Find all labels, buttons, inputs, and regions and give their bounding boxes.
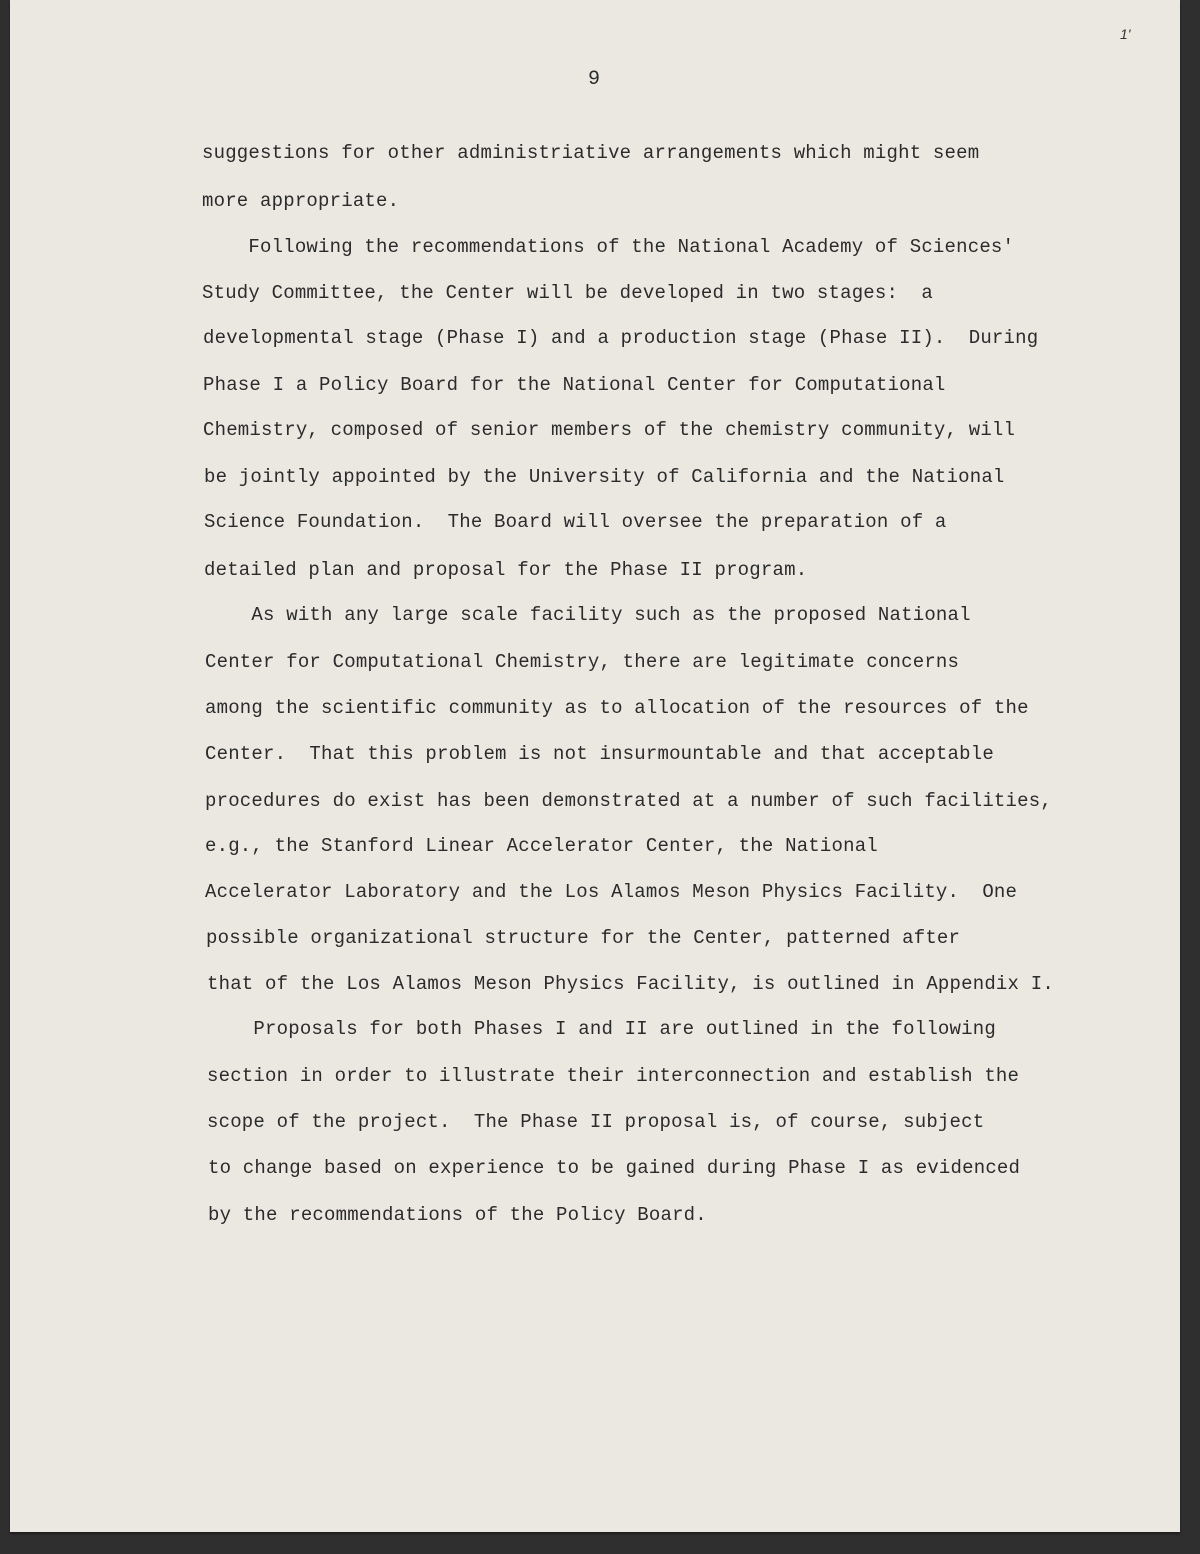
- text-line: Center for Computational Chemistry, there are legitimate concerns: [205, 651, 960, 673]
- text-line: among the scientific community as to allocation of the resources of the: [205, 697, 1029, 719]
- text-line: e.g., the Stanford Linear Accelerator Center, the National: [205, 835, 878, 857]
- text-line: Center. That this problem is not insurmountable and that acceptable: [205, 743, 994, 765]
- page-number: 9: [588, 68, 601, 91]
- text-line: more appropriate.: [202, 190, 400, 212]
- corner-handwritten-mark: 1': [1120, 26, 1131, 42]
- text-line: Accelerator Laboratory and the Los Alamos Meson Physics Facility. One: [205, 881, 1018, 903]
- text-line: by the recommendations of the Policy Board.: [208, 1204, 707, 1226]
- text-line: that of the Los Alamos Meson Physics Facility, is outlined in Appendix I.: [207, 973, 1054, 995]
- text-line: Proposals for both Phases I and II are outlined in the following: [207, 1018, 996, 1040]
- text-line: to change based on experience to be gained during Phase I as evidenced: [208, 1157, 1021, 1179]
- text-line: detailed plan and proposal for the Phase II program.: [204, 559, 808, 581]
- document-page: [10, 0, 1180, 1532]
- text-line: be jointly appointed by the University of California and the National: [204, 466, 1005, 488]
- text-line: Phase I a Policy Board for the National Center for Computational: [203, 374, 946, 396]
- text-line: suggestions for other administriative arrangements which might seem: [202, 142, 980, 164]
- text-line: Study Committee, the Center will be developed in two stages: a: [202, 282, 933, 304]
- text-line: Following the recommendations of the National Academy of Sciences': [202, 236, 1015, 258]
- text-line: Science Foundation. The Board will oversee the preparation of a: [204, 511, 947, 533]
- text-line: procedures do exist has been demonstrated at a number of such facilities,: [205, 790, 1052, 812]
- text-line: As with any large scale facility such as the proposed National: [205, 604, 971, 626]
- text-line: possible organizational structure for the Center, patterned after: [206, 927, 961, 949]
- text-line: developmental stage (Phase I) and a production stage (Phase II). During: [203, 327, 1039, 349]
- text-line: section in order to illustrate their interconnection and establish the: [207, 1065, 1020, 1087]
- text-line: scope of the project. The Phase II proposal is, of course, subject: [207, 1111, 985, 1133]
- text-line: Chemistry, composed of senior members of the chemistry community, will: [203, 419, 1016, 441]
